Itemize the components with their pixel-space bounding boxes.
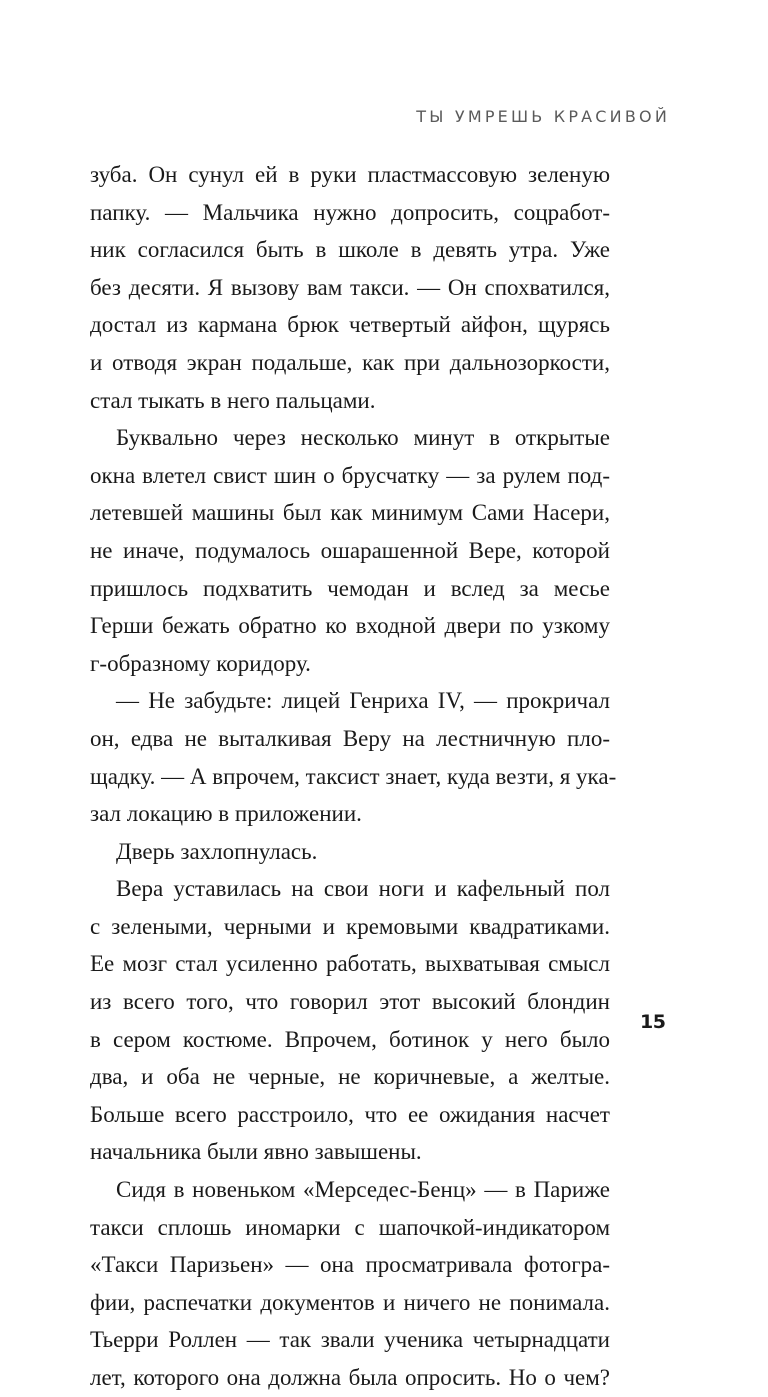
text-line: фии, распечатки документов и ничего не понимала. xyxy=(90,1289,610,1315)
page-number: 15 xyxy=(640,1011,666,1033)
text-line: пришлось подхватить чемодан и вслед за месье xyxy=(90,575,610,601)
text-line: щадку. — А впрочем, таксист знает, куда везти, я ука- xyxy=(90,763,617,789)
text-line: в сером костюме. Впрочем, ботинок у него было xyxy=(90,1026,610,1052)
text-line: с зелеными, черными и кремовыми квадратиками. xyxy=(90,913,610,939)
text-line: «Такси Паризьен» — она просматривала фотогра- xyxy=(90,1252,610,1278)
text-line: Дверь захлопнулась. xyxy=(116,838,318,864)
text-line: достал из кармана брюк четвертый айфон, щурясь xyxy=(90,312,610,338)
text-line: г-образному коридору. xyxy=(90,650,311,676)
text-line: без десяти. Я вызову вам такси. — Он спохватился, xyxy=(90,274,610,300)
text-line: летевшей машины был как минимум Сами Насери, xyxy=(90,500,610,526)
text-line: Сидя в новеньком «Мерседес-Бенц» — в Париже xyxy=(116,1177,610,1203)
text-line: такси сплошь иномарки с шапочкой-индикатором xyxy=(90,1214,610,1240)
text-line: Больше всего расстроило, что ее ожидания насчет xyxy=(90,1101,610,1127)
text-line: окна влетел свист шин о брусчатку — за рулем под- xyxy=(90,462,610,488)
text-line: начальника были явно завышены. xyxy=(90,1139,422,1165)
text-line: папку. — Мальчика нужно допросить, соцработ- xyxy=(90,199,610,225)
text-line: два, и оба не черные, не коричневые, а желтые. xyxy=(90,1064,610,1090)
running-header: ТЫ УМРЕШЬ КРАСИВОЙ xyxy=(416,107,670,126)
text-line: Герши бежать обратно ко входной двери по узкому xyxy=(90,613,610,639)
text-line: лет, которого она должна была опросить. Но о чем? xyxy=(90,1365,610,1390)
text-line: зуба. Он сунул ей в руки пластмассовую зеленую xyxy=(90,162,610,187)
text-line: Ее мозг стал усиленно работать, выхватывая смысл xyxy=(90,951,610,977)
body-text xyxy=(90,156,617,1397)
text-line: из всего того, что говорил этот высокий блондин xyxy=(90,989,610,1015)
text-line: и отводя экран подальше, как при дальнозоркости, xyxy=(90,349,610,375)
text-line: стал тыкать в него пальцами. xyxy=(90,387,376,413)
text-line: Тьерри Роллен — так звали ученика четырнадцати xyxy=(90,1327,610,1353)
text-line: ник согласился быть в школе в девять утра. Уже xyxy=(90,237,610,263)
text-line: зал локацию в приложении. xyxy=(90,801,362,827)
text-line: — Не забудьте: лицей Генриха IV, — прокричал xyxy=(116,688,610,714)
text-line: не иначе, подумалось ошарашенной Вере, которой xyxy=(90,537,610,563)
text-line: Вера уставилась на свои ноги и кафельный пол xyxy=(116,876,610,902)
text-line: он, едва не выталкивая Веру на лестничную пло- xyxy=(90,725,610,751)
text-line: Буквально через несколько минут в открытые xyxy=(116,425,610,451)
